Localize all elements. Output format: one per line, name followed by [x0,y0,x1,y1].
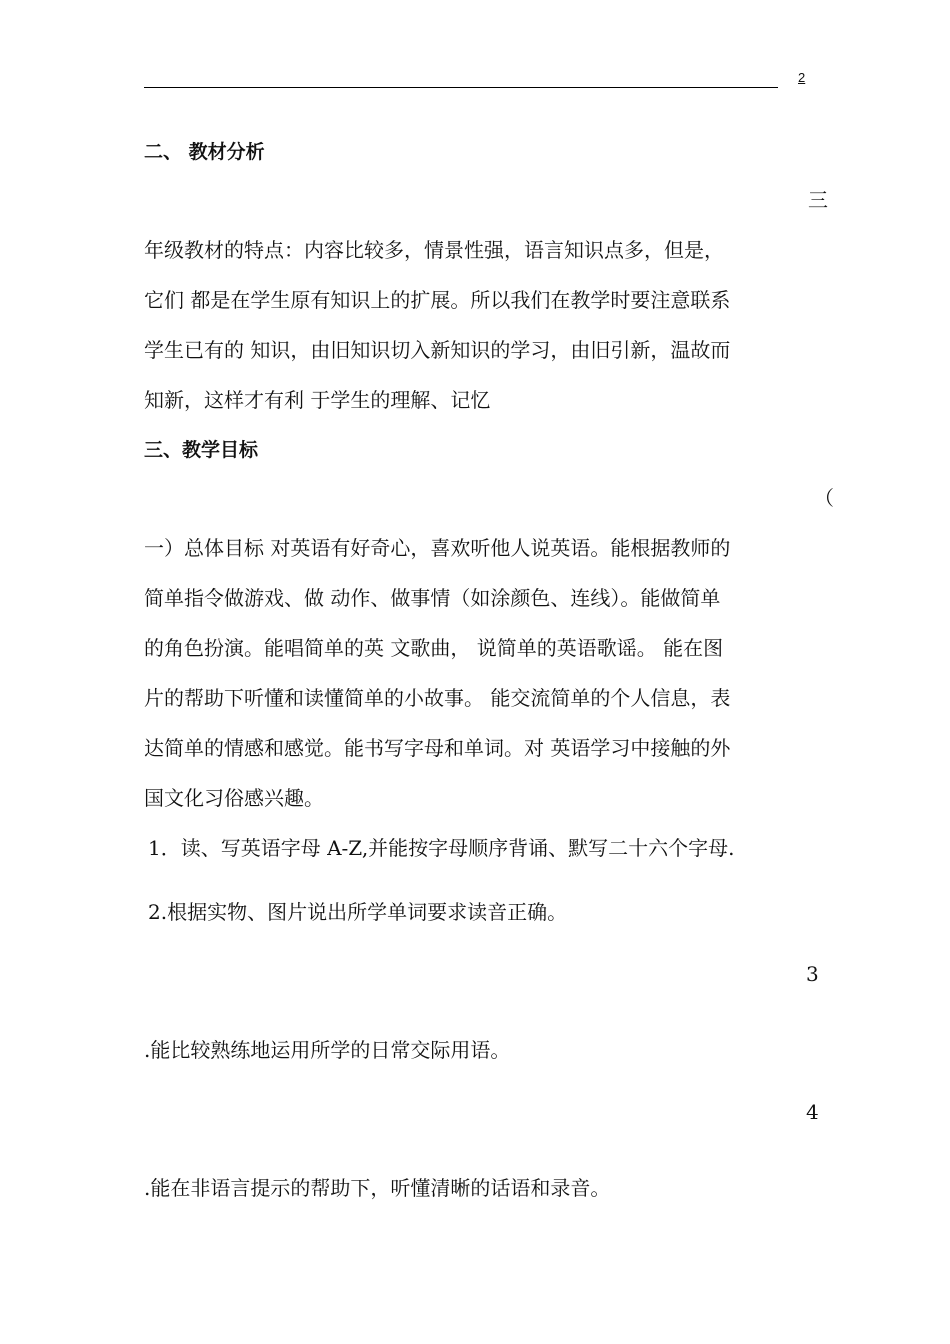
goal-item-3-number: 3 [806,962,819,986]
paragraph-line: 学生已有的 知识，由旧知识切入新知识的学习，由旧引新，温故而 [144,338,731,362]
wrapped-char: 三 [808,188,828,212]
goal-item-4-text: .能在非语言提示的帮助下，听懂清晰的话语和录音。 [144,1176,611,1200]
goal-item-3-text: .能比较熟练地运用所学的日常交际用语。 [144,1038,511,1062]
section-heading-teaching-goals: 三、教学目标 [144,439,259,461]
paragraph-line: 知新，这样才有利 于学生的理解、记忆 [144,388,491,412]
section-heading-textbook-analysis: 二、 教材分析 [144,141,265,163]
paragraph-line: 一）总体目标 对英语有好奇心，喜欢听他人说英语。能根据教师的 [144,536,731,560]
goal-item-4-number: 4 [806,1100,819,1124]
page-number: 2 [798,70,806,85]
header-rule [144,87,778,88]
goal-item-2: 2.根据实物、图片说出所学单词要求读音正确。 [148,900,568,924]
wrapped-char: （ [814,486,834,510]
paragraph-line: 年级教材的特点：内容比较多，情景性强，语言知识点多，但是， [144,238,724,262]
paragraph-line: 它们 都是在学生原有知识上的扩展。所以我们在教学时要注意联系 [144,288,731,312]
paragraph-line: 国文化习俗感兴趣。 [144,786,324,810]
paragraph-line: 片的帮助下听懂和读懂简单的小故事。 能交流简单的个人信息，表 [144,686,731,710]
paragraph-line: 达简单的情感和感觉。能书写字母和单词。对 英语学习中接触的外 [144,736,731,760]
goal-item-1: 1．读、写英语字母 A-Z,并能按字母顺序背诵、默写二十六个字母. [148,836,735,860]
paragraph-line: 简单指令做游戏、做 动作、做事情（如涂颜色、连线）。能做简单 [144,586,721,610]
paragraph-line: 的角色扮演。能唱简单的英 文歌曲， 说简单的英语歌谣。 能在图 [144,636,724,660]
